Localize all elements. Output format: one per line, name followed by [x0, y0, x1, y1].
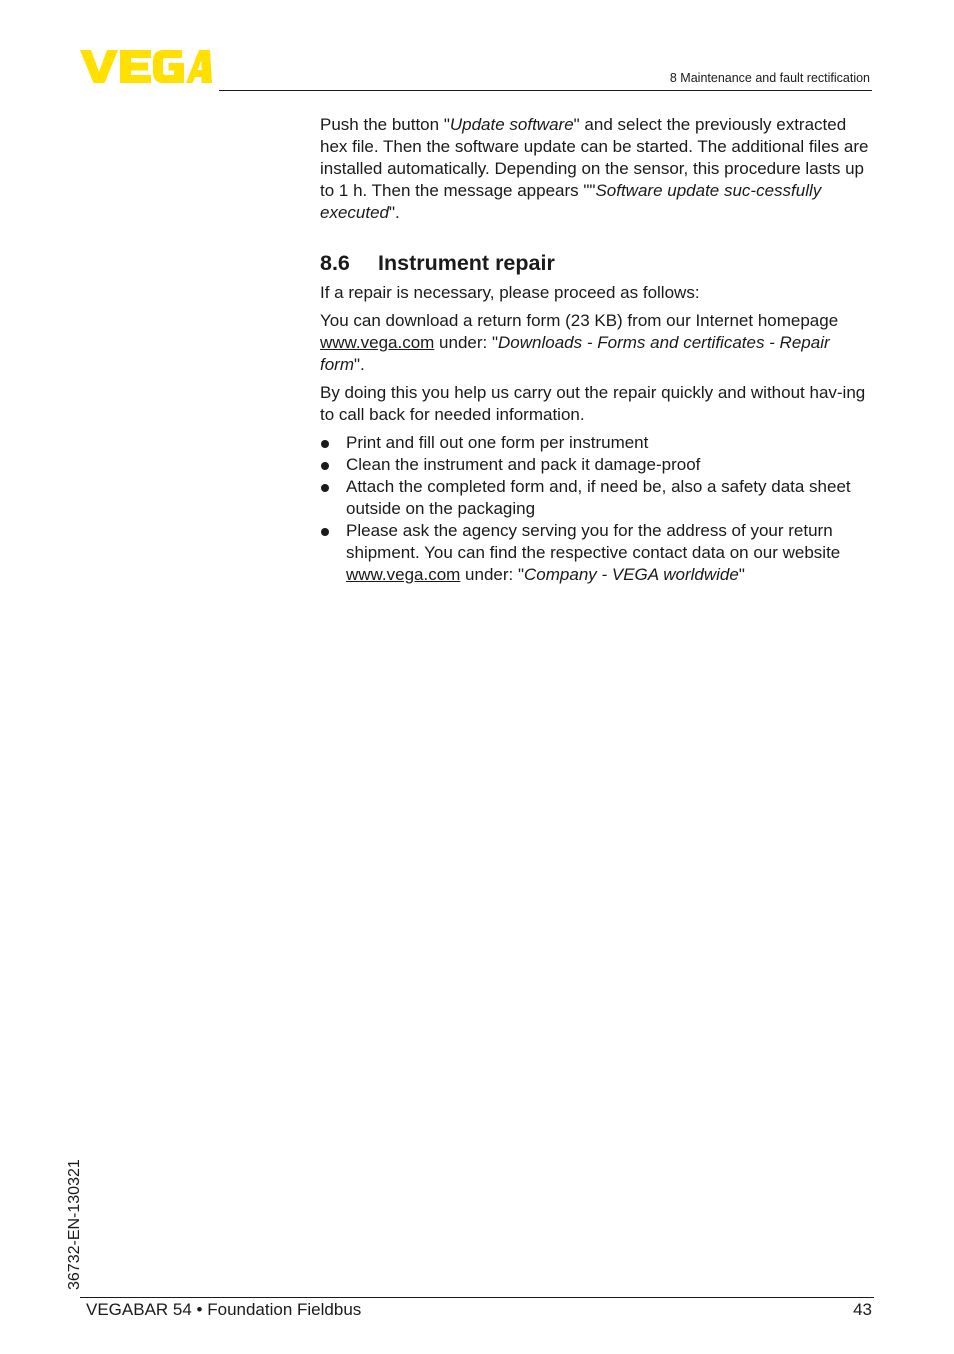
footer-product-title: VEGABAR 54 • Foundation Fieldbus: [86, 1300, 362, 1319]
list-item: Clean the instrument and pack it damage-proof: [320, 454, 876, 476]
repair-steps-list: [320, 432, 876, 586]
repair-intro-paragraph: If a repair is necessary, please proceed as follows:: [320, 283, 700, 302]
list-item: Print and fill out one form per instrument: [320, 432, 876, 454]
main-content: [320, 114, 876, 586]
vega-website-link[interactable]: www.vega.com: [346, 565, 461, 584]
section-number: 8.6: [320, 251, 350, 275]
list-item: Please ask the agency serving you for the address of your return shipment. You can find the respective contact data on our website www.vega.com under: "Company - VEGA worldwide": [320, 520, 876, 586]
footer-rule: [80, 1297, 874, 1298]
document-number: 36732-EN-130321: [66, 1159, 83, 1290]
repair-benefit-paragraph: By doing this you help us carry out the repair quickly and without hav-ing to call back for needed information.: [320, 383, 866, 424]
return-form-paragraph: You can download a return form (23 KB) from our Internet homepage www.vega.com under: "Downloads - Forms and certificates - Repair form".: [320, 311, 839, 374]
section-heading: [320, 250, 876, 276]
list-item: Attach the completed form and, if need be, also a safety data sheet outside on the packaging: [320, 476, 876, 520]
vega-website-link[interactable]: www.vega.com: [320, 333, 435, 352]
header-rule: [219, 90, 872, 91]
running-header: 8 Maintenance and fault rectification: [669, 71, 870, 85]
page-number: 43: [853, 1300, 872, 1319]
vega-logo: [80, 50, 212, 83]
section-title: Instrument repair: [378, 251, 555, 275]
intro-paragraph: Push the button "Update software" and select the previously extracted hex file. Then the software update can be started. The additional files are installed automatically. Depending on the sensor, this procedure lasts up to 1 h. Then the message appears ""Software update suc-cessfully executed".: [320, 115, 869, 222]
